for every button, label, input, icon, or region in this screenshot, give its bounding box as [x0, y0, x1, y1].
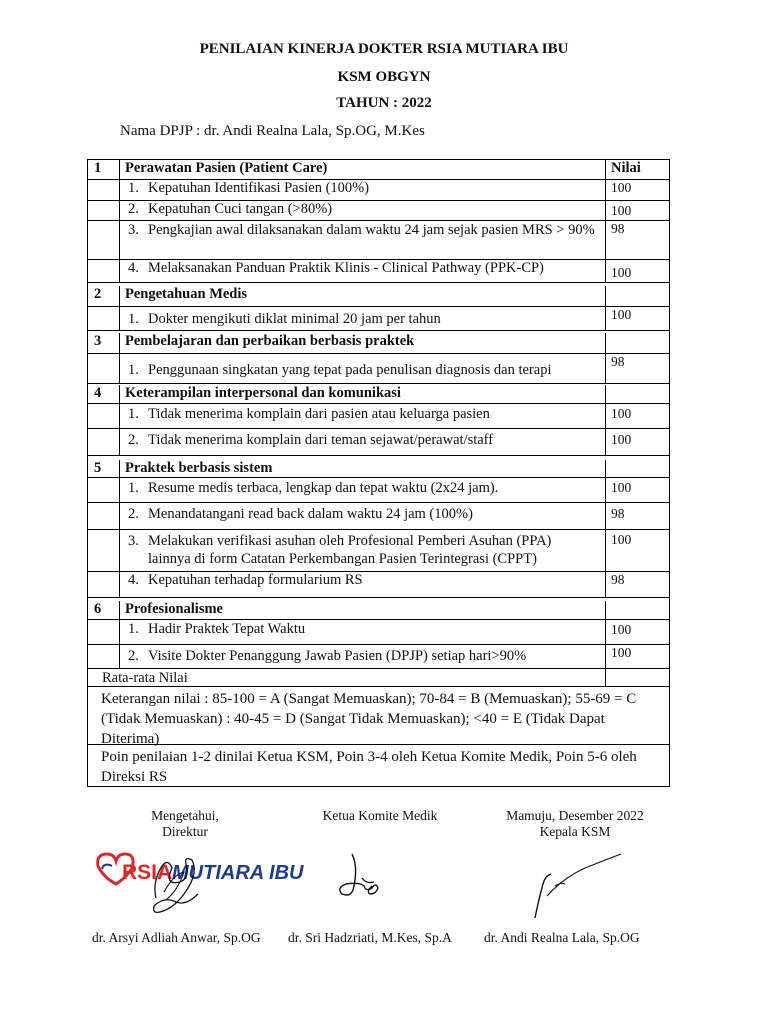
score-value: 100 — [611, 432, 632, 447]
average-row — [88, 669, 669, 687]
section-row — [88, 384, 669, 404]
score-value: 100 — [611, 203, 632, 218]
criterion-text: Hadir Praktek Tepat Waktu — [148, 621, 306, 637]
score-value: 100 — [611, 532, 632, 547]
score-value: 98 — [611, 354, 625, 369]
criterion-text: Kepatuhan Cuci tangan (>80%) — [148, 201, 333, 217]
score-value: 100 — [611, 480, 632, 495]
score-value: 100 — [611, 307, 632, 322]
table-row: 2. Tidak menerima komplain dari teman sejawat/perawat/staff 100 — [88, 429, 669, 456]
table-row: 2. Menandatangani read back dalam waktu 24 jam (100%) 98 — [88, 503, 669, 530]
department-title: KSM OBGYN — [337, 69, 431, 85]
table-row: 1. Hadir Praktek Tepat Waktu 100 — [88, 620, 669, 645]
average-label: Rata-rata Nilai — [88, 669, 606, 686]
section-title: Perawatan Pasien (Patient Care) — [120, 160, 606, 179]
section-title: Pembelajaran dan perbaikan berbasis praktek — [120, 333, 606, 353]
score-value: 98 — [611, 506, 625, 521]
doctor-name-line: Nama DPJP : dr. Andi Realna Lala, Sp.OG, M.Kes — [120, 123, 425, 139]
section-row — [88, 283, 669, 307]
heart-logo-icon — [94, 842, 304, 927]
section-title: Profesionalisme — [120, 601, 606, 619]
criterion-text: Kepatuhan Identifikasi Pasien (100%) — [148, 180, 370, 196]
criterion-text: Melakukan verifikasi asuhan oleh Profesional Pemberi Asuhan (PPA) lainnya di form Catatan Perkembangan Pasien Terintegrasi (CPPT) — [148, 533, 552, 567]
score-value: 100 — [611, 406, 632, 421]
table-row: 1. Resume medis terbaca, lengkap dan tepat waktu (2x24 jam). 100 — [88, 478, 669, 503]
criterion-text: Tidak menerima komplain dari pasien atau keluarga pasien — [148, 406, 490, 422]
score-value: 100 — [611, 265, 632, 280]
section-title: Keterampilan interpersonal dan komunikasi — [120, 385, 606, 403]
criterion-text: Resume medis terbaca, lengkap dan tepat waktu (2x24 jam). — [148, 480, 499, 496]
criterion-text: Tidak menerima komplain dari teman sejawat/perawat/staff — [148, 432, 494, 448]
section-number: 3 — [88, 333, 120, 353]
table-row: 3. Melakukan verifikasi asuhan oleh Profesional Pemberi Asuhan (PPA) lainnya di form Catatan Perkembangan Pasien Terintegrasi (CPPT) 100 — [88, 530, 669, 572]
section-title: Praktek berbasis sistem — [120, 460, 606, 477]
head-ksm-name: dr. Andi Realna Lala, Sp.OG — [484, 930, 640, 945]
section-number: 6 — [88, 601, 120, 619]
document-title: PENILAIAN KINERJA DOKTER RSIA MUTIARA IBU — [199, 41, 569, 57]
table-row: 1. Tidak menerima komplain dari pasien atau keluarga pasien 100 — [88, 404, 669, 429]
section-row — [88, 598, 669, 620]
section-number: 4 — [88, 385, 120, 403]
score-scale-note: Keterangan nilai : 85-100 = A (Sangat Memuaskan); 70-84 = B (Memuaskan); 55-69 = C (Tidak Memuaskan) : 40-45 = D (Sangat Tidak Memuaskan); <40 = E (Tidak Dapat Diterima) — [88, 687, 669, 745]
score-column-header: Nilai — [611, 160, 641, 176]
committee-signature-icon — [318, 836, 408, 926]
table-row: 3. Pengkajian awal dilaksanakan dalam waktu 24 jam sejak pasien MRS > 90% 98 — [88, 221, 669, 260]
section-number: 2 — [88, 286, 120, 306]
svg-text:RSIA: RSIA — [122, 861, 173, 884]
acknowledged-label: Mengetahui, Direktur — [151, 808, 219, 839]
place-date-label: Mamuju, Desember 2022 Kepala KSM — [506, 808, 644, 839]
hospital-logo — [94, 842, 304, 927]
table-row: 2. Visite Dokter Penanggung Jawab Pasien (DPJP) setiap hari>90% 100 — [88, 645, 669, 669]
table-row: 4. Kepatuhan terhadap formularium RS 98 — [88, 572, 669, 598]
criterion-text: Penggunaan singkatan yang tepat pada penulisan diagnosis dan terapi — [148, 362, 552, 378]
score-value: 98 — [611, 221, 625, 236]
raters-note: Poin penilaian 1-2 dinilai Ketua KSM, Poin 3-4 oleh Ketua Komite Medik, Poin 5-6 oleh Direksi RS — [88, 745, 669, 787]
committee-chair-name: dr. Sri Hadzriati, M.Kes, Sp.A — [288, 930, 452, 945]
year-title: TAHUN : 2022 — [336, 95, 432, 111]
head-signature-icon — [525, 838, 635, 928]
criterion-text: Kepatuhan terhadap formularium RS — [148, 572, 363, 588]
score-value: 100 — [611, 622, 632, 637]
table-row: 4. Melaksanakan Panduan Praktik Klinis - Clinical Pathway (PPK-CP) 100 — [88, 260, 669, 283]
score-value: 100 — [611, 645, 632, 660]
table-row: 1. Penggunaan singkatan yang tepat pada penulisan diagnosis dan terapi 98 — [88, 354, 669, 384]
score-value: 100 — [611, 180, 632, 195]
table-row: 1. Dokter mengikuti diklat minimal 20 jam per tahun 100 — [88, 307, 669, 331]
table-row: 1. Kepatuhan Identifikasi Pasien (100%) 100 — [88, 180, 669, 201]
score-value: 98 — [611, 572, 625, 587]
section-title: Pengetahuan Medis — [120, 286, 606, 306]
director-name: dr. Arsyi Adliah Anwar, Sp.OG — [92, 930, 261, 945]
criterion-text: Menandatangani read back dalam waktu 24 jam (100%) — [148, 506, 473, 522]
section-row — [88, 160, 669, 180]
assessment-table — [87, 159, 670, 787]
criterion-text: Melaksanakan Panduan Praktik Klinis - Clinical Pathway (PPK-CP) — [148, 260, 544, 276]
section-row — [88, 331, 669, 354]
section-row — [88, 456, 669, 478]
criterion-text: Visite Dokter Penanggung Jawab Pasien (DPJP) setiap hari>90% — [148, 648, 527, 664]
criterion-text: Dokter mengikuti diklat minimal 20 jam per tahun — [148, 311, 441, 327]
average-value — [606, 669, 669, 686]
committee-chair-label: Ketua Komite Medik — [322, 808, 438, 823]
section-number: 1 — [88, 160, 120, 179]
section-number: 5 — [88, 460, 120, 477]
svg-text:MUTIARA IBU: MUTIARA IBU — [172, 862, 304, 884]
table-row: 2. Kepatuhan Cuci tangan (>80%) 100 — [88, 201, 669, 221]
criterion-text: Pengkajian awal dilaksanakan dalam waktu 24 jam sejak pasien MRS > 90% — [148, 222, 595, 238]
